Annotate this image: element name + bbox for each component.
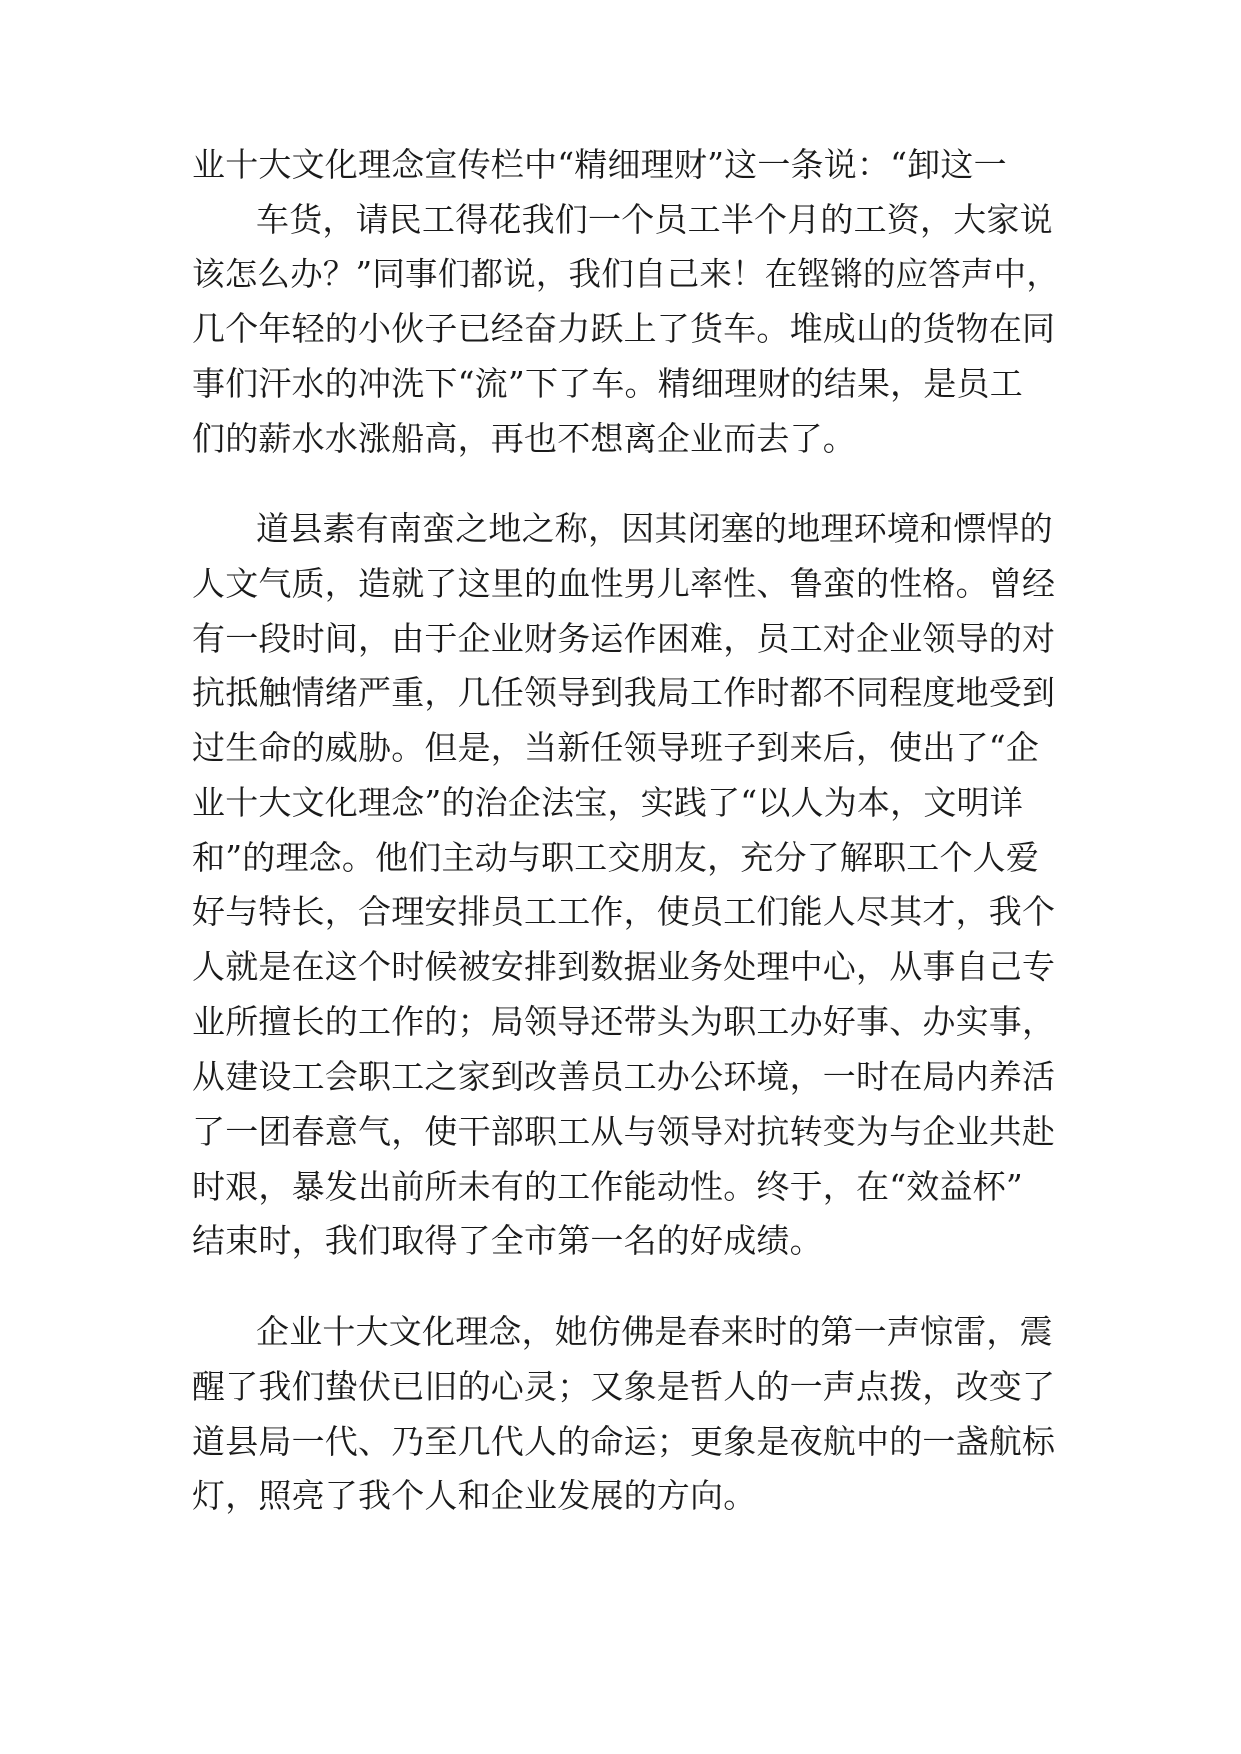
text-line: 时艰，暴发出前所未有的工作能动性。终于，在“效益杯”: [192, 1167, 1023, 1206]
text-line: 抗抵触情绪严重，几任领导到我局工作时都不同程度地受到: [192, 673, 1056, 712]
text-line: 醒了我们蛰伏已旧的心灵；又象是哲人的一声点拨，改变了: [192, 1367, 1056, 1406]
text-line: 几个年轻的小伙子已经奋力跃上了货车。堆成山的货物在同: [192, 309, 1056, 348]
text-line: 车货，请民工得花我们一个员工半个月的工资，大家说: [256, 200, 1053, 239]
text-line: 过生命的威胁。但是，当新任领导班子到来后，使出了“企: [192, 728, 1040, 767]
text-line: 灯，照亮了我个人和企业发展的方向。: [192, 1476, 757, 1515]
text-line: 该怎么办？”同事们都说，我们自己来！在铿锵的应答声中，: [192, 255, 1060, 293]
text-line: 了一团春意气，使干部职工从与领导对抗转变为与企业共赴: [192, 1112, 1056, 1151]
text-line: 道县局一代、乃至几代人的命运；更象是夜航中的一盏航标: [192, 1422, 1056, 1461]
text-line: 人就是在这个时候被安排到数据业务处理中心，从事自己专: [192, 947, 1056, 986]
text-line: 和”的理念。他们主动与职工交朋友，充分了解职工个人爱: [192, 838, 1040, 877]
text-line: 有一段时间，由于企业财务运作困难，员工对企业领导的对: [192, 619, 1056, 658]
text-line: 道县素有南蛮之地之称，因其闭塞的地理环境和慓悍的: [256, 509, 1053, 548]
text-line: 业十大文化理念宣传栏中“精细理财”这一条说：“卸这一: [192, 145, 1007, 184]
text-line: 企业十大文化理念，她仿佛是春来时的第一声惊雷，震: [256, 1312, 1053, 1351]
text-line: 从建设工会职工之家到改善员工办公环境，一时在局内养活: [192, 1057, 1056, 1096]
text-line: 结束时，我们取得了全市第一名的好成绩。: [192, 1221, 823, 1260]
text-line: 们的薪水水涨船高，再也不想离企业而去了。: [192, 419, 856, 458]
text-line: 好与特长，合理安排员工工作，使员工们能人尽其才，我个: [192, 892, 1056, 931]
text-line: 业所擅长的工作的；局领导还带头为职工办好事、办实事，: [192, 1002, 1056, 1041]
text-line: 事们汗水的冲洗下“流”下了车。精细理财的结果，是员工: [192, 364, 1023, 403]
text-line: 业十大文化理念”的治企法宝，实践了“以人为本，文明详: [192, 783, 1023, 822]
text-line: 人文气质，造就了这里的血性男儿率性、鲁蛮的性格。曾经: [192, 564, 1056, 603]
